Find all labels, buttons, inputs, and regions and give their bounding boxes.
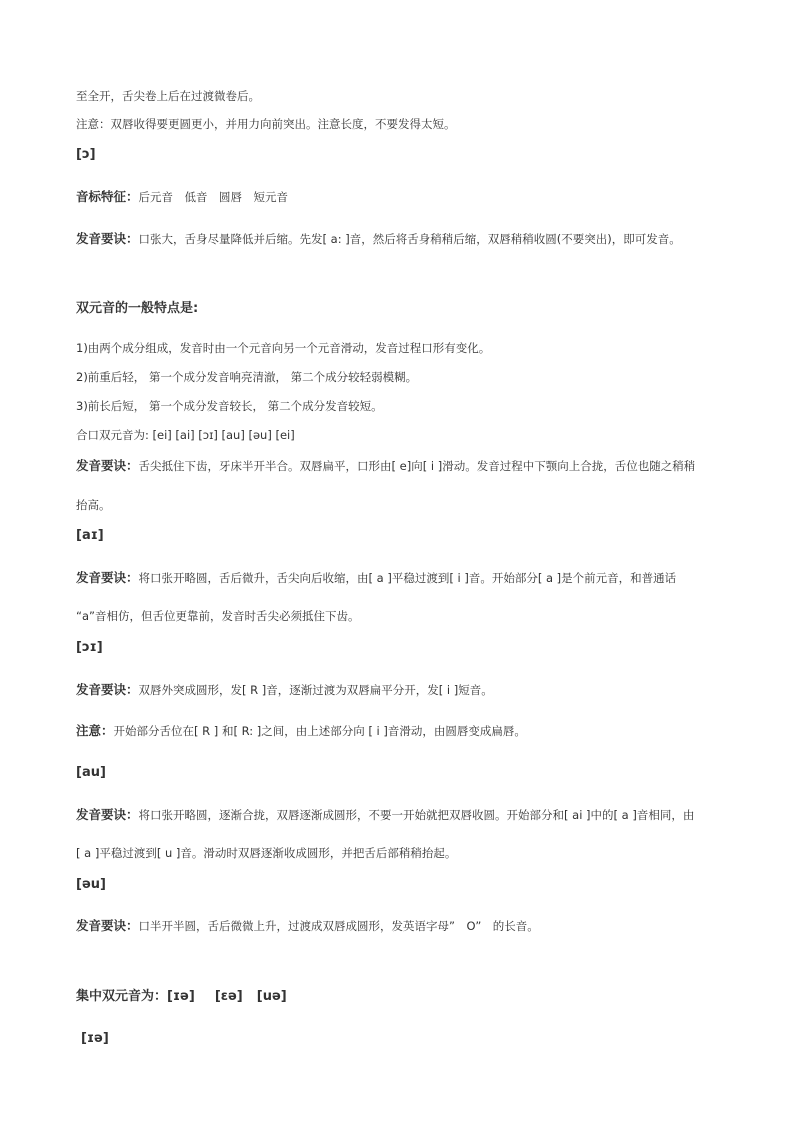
phonetic-symbol-heading: [ɪə] (81, 1031, 109, 1046)
feature-label: 音标特征： (76, 189, 139, 204)
pronunciation-line (76, 570, 676, 586)
phonetic-symbol-heading: [əu] (76, 877, 106, 892)
list-item: 3)前长后短， 第一个成分发音较长， 第二个成分发音较短。 (76, 399, 383, 413)
text-line: 至全开，舌尖卷上后在过渡微卷后。 (76, 89, 260, 103)
note-line: 注意：双唇收得要更圆更小，并用力向前突出。注意长度，不要发得太短。 (76, 117, 456, 131)
diphthong-list: 合口双元音为: [ei] [ai] [ɔɪ] [au] [əu] [ei] (76, 428, 295, 442)
pronunciation-text: 舌尖抵住下齿，牙床半开半合。双唇扁平，口形由[ e]向[ i ]滑动。发音过程中下颚向上合拢，舌位也随之稍稍 (138, 459, 696, 473)
phonetic-symbol-heading: [ɔɪ] (76, 640, 103, 655)
note-label: 注意： (76, 723, 114, 738)
pronunciation-text: 口张大，舌身尽量降低并后缩。先发[ a: ]音，然后将舌身稍稍后缩，双唇稍稍收圆(不要突出)，即可发音。 (138, 232, 681, 246)
list-item: 2)前重后轻， 第一个成分发音响亮清澈， 第二个成分较轻弱模糊。 (76, 370, 418, 384)
pronunciation-text: 双唇外突成圆形，发[ R ]音，逐渐过渡为双唇扁平分开，发[ i ]短音。 (138, 683, 493, 697)
pronunciation-label: 发音要诀： (76, 458, 139, 473)
pronunciation-text: 将口张开略圆，逐渐合拢，双唇逐渐成圆形，不要一开始就把双唇收圆。开始部分和[ ai ]中的[ a ]音相同，由 (138, 808, 695, 822)
pronunciation-line (76, 682, 493, 698)
pronunciation-label: 发音要诀： (76, 682, 139, 697)
section-heading: 双元音的一般特点是: (76, 301, 199, 316)
phonetic-symbol-heading: [au] (76, 765, 106, 780)
feature-text: 后元音 低音 圆唇 短元音 (138, 190, 289, 204)
pronunciation-text: 口半开半圆，舌后微微上升，过渡成双唇成圆形，发英语字母” O” 的长音。 (138, 919, 539, 933)
phonetic-symbol: [uə] (256, 989, 287, 1004)
phonetic-symbol-heading: [ɔ] (76, 147, 96, 162)
section-heading (76, 989, 287, 1005)
pronunciation-line (76, 458, 695, 474)
text-line: “a”音相仿，但舌位更靠前，发音时舌尖必须抵住下齿。 (76, 609, 360, 623)
note-line (76, 723, 526, 739)
pronunciation-label: 发音要诀： (76, 570, 139, 585)
note-text: 开始部分舌位在[ R ] 和[ R: ]之间，由上述部分向 [ i ]音滑动，由圆唇变成扁唇。 (113, 724, 526, 738)
pronunciation-line (76, 807, 694, 823)
text-line: 抬高。 (76, 498, 111, 512)
feature-line (76, 189, 288, 205)
pronunciation-label: 发音要诀： (76, 807, 139, 822)
pronunciation-label: 发音要诀： (76, 918, 139, 933)
phonetic-symbol: [ɛə] (214, 989, 243, 1004)
phonetic-symbol: [ɪə] (167, 989, 195, 1004)
phonetic-symbol-heading: [aɪ] (76, 528, 104, 543)
pronunciation-line (76, 918, 539, 934)
text-line: [ a ]平稳过渡到[ u ]音。滑动时双唇逐渐收成圆形，并把舌后部稍稍抬起。 (76, 846, 457, 860)
pronunciation-label: 发音要诀： (76, 231, 139, 246)
list-item: 1)由两个成分组成，发音时由一个元音向另一个元音滑动，发音过程口形有变化。 (76, 341, 491, 355)
section-heading-label: 集中双元音为： (76, 989, 168, 1004)
pronunciation-text: 将口张开略圆，舌后微升，舌尖向后收缩，由[ a ]平稳过渡到[ i ]音。开始部分[ a ]是个前元音，和普通话 (138, 571, 677, 585)
pronunciation-line (76, 231, 681, 247)
